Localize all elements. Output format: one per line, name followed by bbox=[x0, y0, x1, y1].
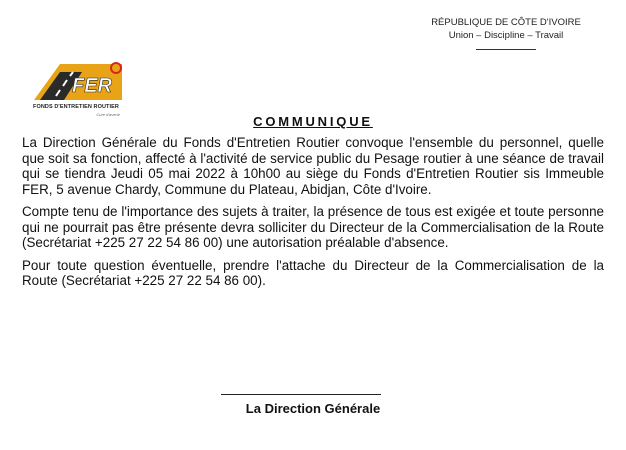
document-title: COMMUNIQUE bbox=[253, 114, 373, 129]
paragraph-convocation: La Direction Générale du Fonds d'Entretien Routier convoque l'ensemble du personnel, quelle que soit sa fonction, affecté à l'activité de service public du Pesage routier à une séance de travail qui se tiendra Jeudi 05 mai 2022 à 10h00 au siège du Fonds d'Entretien Routier sis Immeuble FER, 5 avenue Chardy, Commune du Plateau, Abidjan, Côte d'Ivoire. bbox=[22, 135, 604, 197]
national-motto: Union – Discipline – Travail bbox=[448, 30, 564, 41]
logo-mark: FER bbox=[72, 75, 112, 97]
signature-line bbox=[221, 394, 381, 395]
paragraph-contact: Pour toute question éventuelle, prendre l'attache du Directeur de la Commercialisation de la Route (Secrétariat +225 27 22 54 86 00). bbox=[22, 257, 604, 288]
header-divider bbox=[476, 49, 536, 50]
republic-header bbox=[420, 16, 592, 50]
logo-name: FONDS D'ENTRETIEN ROUTIER bbox=[32, 104, 119, 110]
signature: La Direction Générale bbox=[245, 401, 381, 416]
document-body bbox=[22, 135, 604, 296]
logo-tagline: Cure d'avenir bbox=[96, 112, 120, 117]
paragraph-attendance: Compte tenu de l'importance des sujets à traiter, la présence de tous est exigée et toute personne qui ne pourrait pas être présente devra solliciter du Directeur de la Commercialisation de la Route (Secrétariat +225 27 22 54 86 00) une autorisation préalable d'absence. bbox=[22, 204, 604, 250]
republic-name: RÉPUBLIQUE DE CÔTE D'IVOIRE bbox=[431, 17, 581, 28]
